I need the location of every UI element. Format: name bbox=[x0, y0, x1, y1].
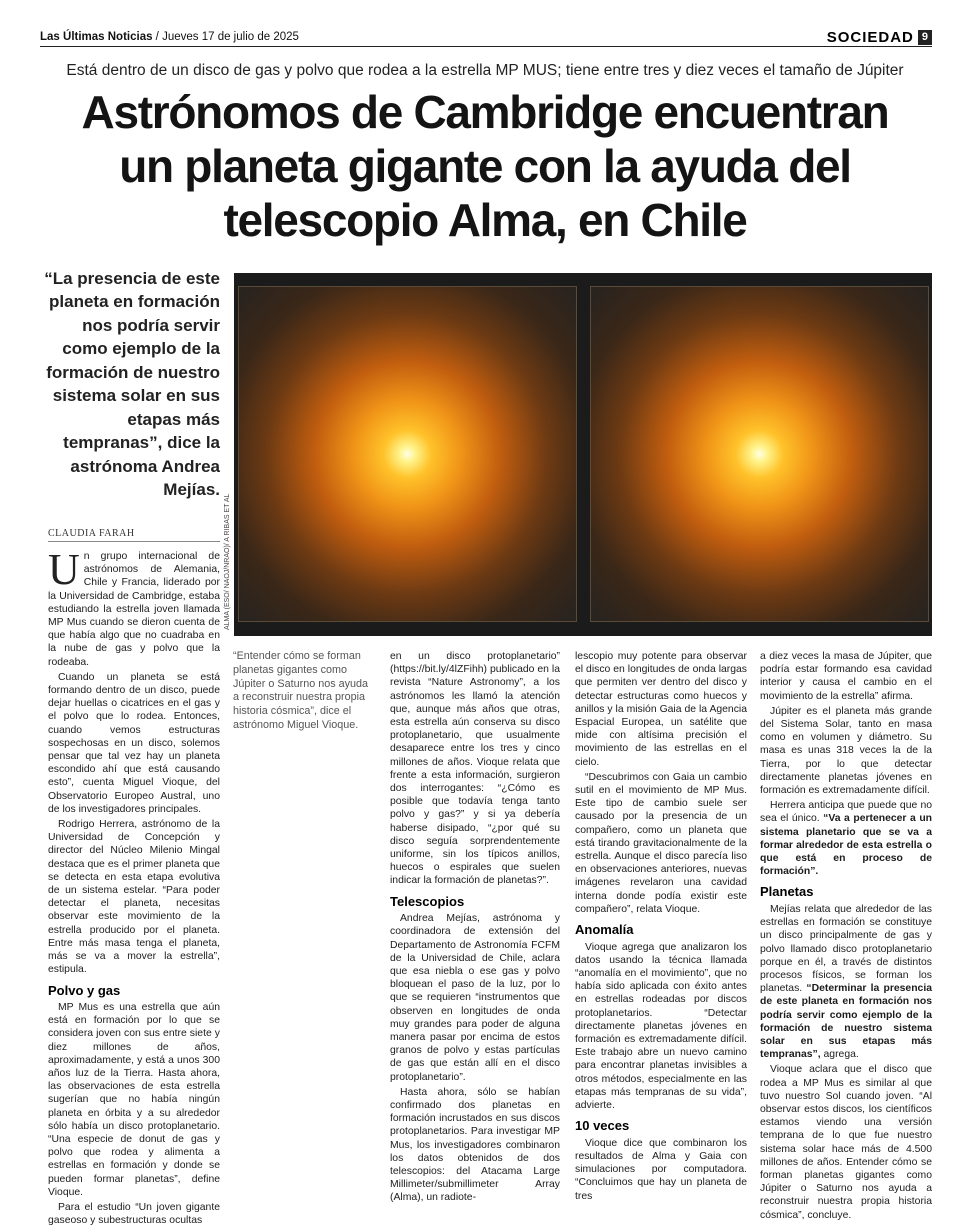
paragraph: en un disco protoplanetario” (https://bit.ly/4lZFihh) publicado en la revista “Nature Astronomy”, a los astrónomos les llamó la atención que, aunque más años que otras, esta estrella aún conserva su disco protoplanetario, que usualmente desaparece entre los tres y cinco millones de años. Vioque relata que frente a esta información, surgieron dos interrogantes: “¿Cómo es posible que todavía tenga tanto polvo y gas?” y si ya debería haberse disipado, “¿por qué su disco seguía sorprendentemente uniforme, sin los típicos anillos, huecos o espirales que suelen indicar la formación de planetas?”. bbox=[390, 651, 560, 887]
paragraph: Vioque dice que combinaron los resultados de Alma y Gaia con simulaciones por computadora. “Concluimos que hay un planeta de tres bbox=[575, 1137, 747, 1202]
article-column-1 bbox=[48, 545, 220, 1229]
article-column-2 bbox=[390, 650, 560, 1207]
paragraph: MP Mus es una estrella que aún está en formación por lo que se considera joven con sus entre siete y diez millones de años, aproximadamente, y está a unos 300 años luz de la Tierra. Hasta ahora, las observaciones de esta estrella sugerían que no había ningún planeta en órbita y a su alrededor sólo había un disco protoplanetario. “Una especie de donut de gas y polvo que rodea y alimenta a estrellas en formación y donde se pueden formar planetas”, define Vioque. bbox=[48, 1002, 220, 1198]
kicker: Está dentro de un disco de gas y polvo que rodea a la estrella MP MUS; tiene entre tres y diez veces el tamaño de Júpiter bbox=[66, 62, 904, 79]
paragraph: lescopio muy potente para observar el disco en longitudes de onda largas que permiten ver dentro del disco y detectar estructuras como huecos y anillos y la misión Gaia de la Agencia Espacial Europea, un satélite que mide con altísima precisión el movimiento de las estrellas en el cielo. bbox=[575, 651, 747, 768]
paragraph: Vioque aclara que el disco que rodea a MP Mus es similar al que tuvo nuestro Sol cuando joven. “Al observar estos discos, los científicos estamos viendo una versión temprana de lo que fue nuestro sistema solar hace más de 4.500 millones de años. Entender cómo se forman planetas gigantes como Júpiter o Saturno nos ayuda a reconstruir nuestra propia historia cósmica”, concluye. bbox=[760, 1064, 932, 1221]
paragraph: Un grupo internacional de astrónomos de Alemania, Chile y Francia, liderado por la Universidad de Cambridge, estaba estudiando la estrella joven llamada MP Mus cuando se dieron cuenta de que había algo que no cuadraba en la nube de gas y polvo que la rodeaba. bbox=[48, 545, 220, 668]
subheading: Polvo y gas bbox=[48, 982, 121, 998]
headline-line: telescopio Alma, en Chile bbox=[223, 193, 747, 246]
paragraph: Júpiter es el planeta más grande del Sistema Solar, tanto en masa como en volumen y diámetro. Su masa es unas 318 veces la de la Tierra, por lo que detectar directamente planetas jóvenes en formación es extremadamente difícil. bbox=[760, 705, 932, 797]
paragraph: Mejías relata que alrededor de las estrellas en formación se constituye un disco principalmente de gas y polvo llamado disco protoplanetario porque en él, a través de distintos procesos físicos, se forman los planetas. “Determinar la presencia de este planeta en formación nos podría servir como ejemplo de la formación de nuestro sistema solar en sus etapas más tempranas”, agrega. bbox=[760, 903, 933, 1061]
paragraph: Rodrigo Herrera, astrónomo de la Universidad de Concepción y director del Núcleo Milenio Mingal destaca que es el primer planeta que se detecta en esta etapa evolutiva de un sistema estelar. “Para poder detectar el planeta, necesitas observar este movimiento de la estrella producido por el planeta. Entre más masa tenga el planeta, más se va a mover la estrella”, estipula. bbox=[48, 819, 220, 976]
paragraph: a diez veces la masa de Júpiter, que podría estar formando esa cavidad interior y causa el cambio en el movimiento de la estrella” afirma. bbox=[760, 651, 932, 702]
article-column-3 bbox=[575, 650, 747, 1205]
pull-quote: “La presencia de este planeta en formación nos podría servir como ejemplo de la formación de nuestro sistema solar en sus etapas más tempranas”, dice la astrónoma Andrea Mejías. bbox=[44, 269, 220, 500]
photo-caption: “Entender cómo se forman planetas gigantes como Júpiter o Saturno nos ayuda a reconstruir nuestra propia historia cósmica”, dice el astrónomo Miguel Vioque. bbox=[233, 650, 369, 732]
paragraph: Andrea Mejías, astrónoma y coordinadora de extensión del Departamento de Astronomía FCFM de la Universidad de Chile, aclara que esa niebla o ese gas y polvo bloquean el paso de la luz, por lo que se requieren “instrumentos que observen en longitudes de onda muy grandes para poder de alguna manera pasar por encima de estos granos de polvo y estas partículas de gas que están allí en el disco protoplanetario”. bbox=[390, 913, 560, 1083]
article-column-4 bbox=[760, 650, 932, 1224]
protoplanetary-disk-photo bbox=[234, 273, 932, 636]
drop-cap: U bbox=[48, 545, 80, 594]
subheading: Telescopios bbox=[390, 893, 465, 909]
issue-date: Jueves 17 de julio de 2025 bbox=[162, 31, 299, 43]
headline bbox=[40, 86, 930, 247]
subheading: 10 veces bbox=[575, 1118, 630, 1134]
byline-divider bbox=[48, 541, 220, 542]
paragraph: Para el estudio “Un joven gigante gaseoso y subestructuras ocultas bbox=[48, 1202, 220, 1227]
subheading: Anomalía bbox=[575, 922, 634, 938]
disk-image-right bbox=[590, 286, 929, 622]
bold-quote: “Va a pertenecer a un sistema planetario que se va a formar alrededor de esta estrella o que está en proceso de formación”. bbox=[760, 813, 933, 878]
page-number: 9 bbox=[918, 30, 932, 45]
paragraph: “Descubrimos con Gaia un cambio sutil en el movimiento de MP Mus. Este tipo de cambio suele ser causado por la presencia de un compañero, como un planeta que está tirando gravitacionalmente de la estrella. Aunque el disco parecía liso en observaciones anteriores, nuevas imágenes revelaron una cavidad interna donde podía existir este compañero”, relata Vioque. bbox=[575, 771, 747, 915]
headline-line: un planeta gigante con la ayuda del bbox=[119, 139, 851, 192]
masthead-line: Las Últimas Noticias / Jueves 17 de julio de 2025 bbox=[40, 31, 299, 43]
paragraph: Cuando un planeta se está formando dentro de un disco, puede dejar huellas o cicatrices en el gas y el polvo que lo rodea. Entonces, cuando vemos estructuras sospechosas en un disco, solemos pensar que tal vez hay un planeta escondido ahí que está causando esto”, cuenta Miguel Vioque, del Observatorio Europeo Austral, uno de los investigadores principales. bbox=[48, 671, 220, 815]
byline: CLAUDIA FARAH bbox=[48, 528, 135, 539]
bold-quote: “Determinar la presencia de este planeta en formación nos podría servir como ejemplo de la formación de nuestro sistema solar en sus etapas más tempranas”, bbox=[760, 983, 933, 1061]
disk-image-left bbox=[238, 286, 577, 622]
paragraph: Hasta ahora, sólo se habían confirmado dos planetas en formación incrustados en sus discos protoplanetarios. Para investigar MP Mus, los investigadores combinaron los datos obtenidos de dos telescopios: del Atacama Large Millimeter/submillimeter Array (Alma), un radiote- bbox=[390, 1086, 560, 1204]
subheading: Planetas bbox=[760, 884, 814, 900]
paragraph: Herrera anticipa que puede que no sea el único. “Va a pertenecer a un sistema planetario que se va a formar alrededor de esta estrella o que está en proceso de formación”. bbox=[760, 800, 933, 878]
headline-line: Astrónomos de Cambridge encuentran bbox=[81, 86, 889, 138]
section-name: SOCIEDAD bbox=[826, 29, 914, 46]
header-divider bbox=[40, 46, 932, 47]
paragraph: Vioque agrega que analizaron los datos usando la técnica llamada “anomalía en el movimiento”, que no había sido aplicada con éxito antes en estrellas rodeadas por discos protoplanetarios. “Detectar directamente planetas jóvenes en formación es extremadamente difícil. Este trabajo abre un nuevo camino para encontrar planetas invisibles a otros métodos, especialmente en las etapas más tempranas de su vida”, advierte. bbox=[575, 941, 747, 1111]
section-tag bbox=[827, 29, 932, 46]
photo-credit: ALMA (ESO/ NAOJ/NRAO)/ A RIBAS ET AL bbox=[224, 493, 231, 630]
newspaper-name: Las Últimas Noticias bbox=[40, 31, 153, 43]
